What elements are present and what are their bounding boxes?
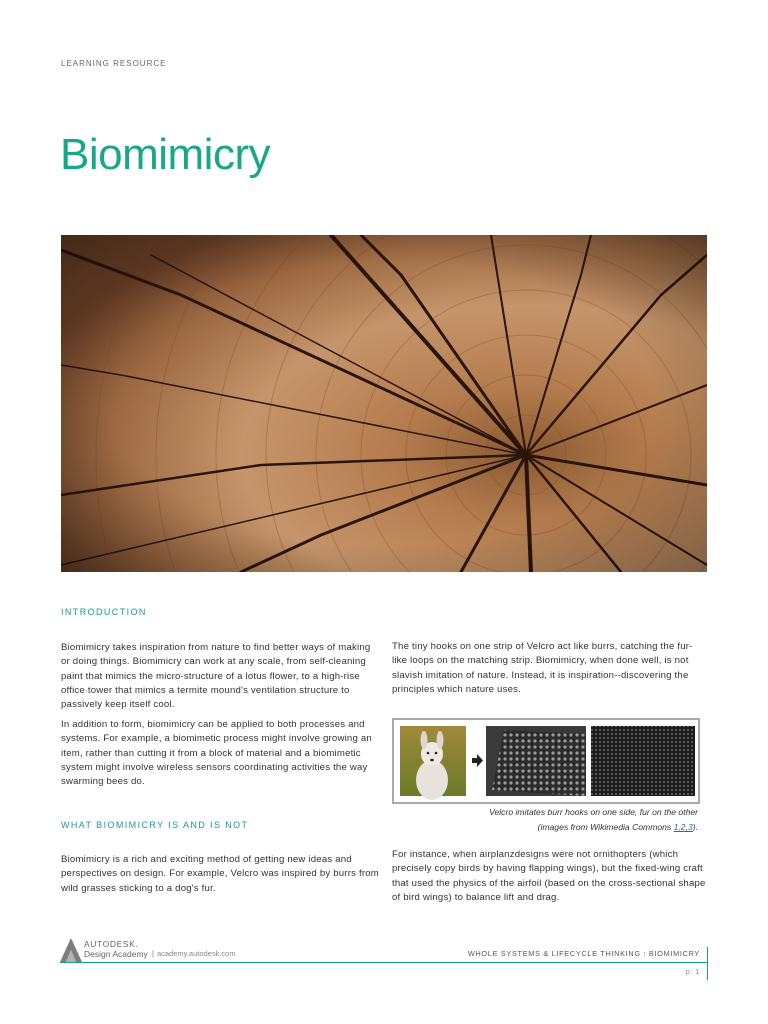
footer-vertical-rule <box>707 947 708 980</box>
wood-cross-section-photo <box>61 235 707 572</box>
velcro-figure <box>392 718 700 804</box>
velcro-figure-images <box>394 720 698 802</box>
footer-site-link[interactable]: academy.autodesk.com <box>156 949 236 958</box>
caption-line-1: Velcro imitates burr hooks on one side, fur on the other <box>489 807 698 817</box>
brand-name <box>84 939 148 959</box>
section-heading-what-biomimicry: WHAT BIOMIMICRY IS AND IS NOT <box>61 820 249 830</box>
brand-line-1: AUTODESK. <box>84 939 139 949</box>
velcro-paragraph: The tiny hooks on one strip of Velcro act like burrs, catching the fur-like loops on the matching strip. Biomimicry, when done well, is not slavish imitation of nature. Instead, it is inspiration--discovering the principles which nature uses. <box>392 641 693 695</box>
figure-caption <box>392 805 698 835</box>
caption-source-suffix: ). <box>692 822 698 832</box>
autodesk-logo-icon <box>60 938 82 962</box>
section-heading-introduction: INTRODUCTION <box>61 607 147 617</box>
what-paragraph: Biomimicry is a rich and exciting method of getting new ideas and perspectives on design. For example, Velcro was inspired by burrs from wild grasses sticking to a dog's fur. <box>61 854 379 894</box>
airplane-paragraph: For instance, when airplanzdesigns were not ornithopters (which precisely copy birds by having flapping wings), but the fixed-wing craft that used the physics of the airfoil (based on the cross-sectional shape of bird wings) to balance lift and drag. <box>392 849 706 903</box>
wallaby-photo <box>400 726 466 800</box>
caption-line-2 <box>392 820 698 835</box>
footer-divider <box>60 962 707 963</box>
eyebrow-label: LEARNING RESOURCE <box>61 59 167 68</box>
intro-paragraph-2: In addition to form, biomimicry can be applied to both processes and systems. For example, a biomimetic process might involve growing an item, rather than cutting it from a block of material and a biomimetic system might involve wireless sensors coordinating activities the way swarming bees do. <box>61 719 372 788</box>
intro-paragraph-1: Biomimicry takes inspiration from nature to find better ways of making or doing things. Biomimicry can work at any scale, from self-cleaning paint that mimics the micro-structure of a lotus flower, to a high-rise office tower that mimics a termite mound's ventilation structure to passively keep itself cool. <box>61 642 371 711</box>
caption-source-links[interactable]: 1,2,3 <box>673 822 693 832</box>
footer-site <box>152 949 236 958</box>
page-number: p. 1 <box>685 969 700 976</box>
footer-section-label: WHOLE SYSTEMS & LIFECYCLE THINKING : BIOMIMICRY <box>467 949 700 958</box>
footer-separator: | <box>152 949 154 958</box>
velcro-hooks-photo <box>486 726 586 796</box>
page-title: Biomimicry <box>60 130 271 179</box>
hero-image <box>61 235 707 572</box>
velcro-loops-photo <box>591 726 695 796</box>
arrow-right-icon <box>472 754 483 767</box>
brand-line-2: Design Academy <box>84 949 148 959</box>
caption-source-prefix: (images from Wikimedia Commons <box>537 822 674 832</box>
